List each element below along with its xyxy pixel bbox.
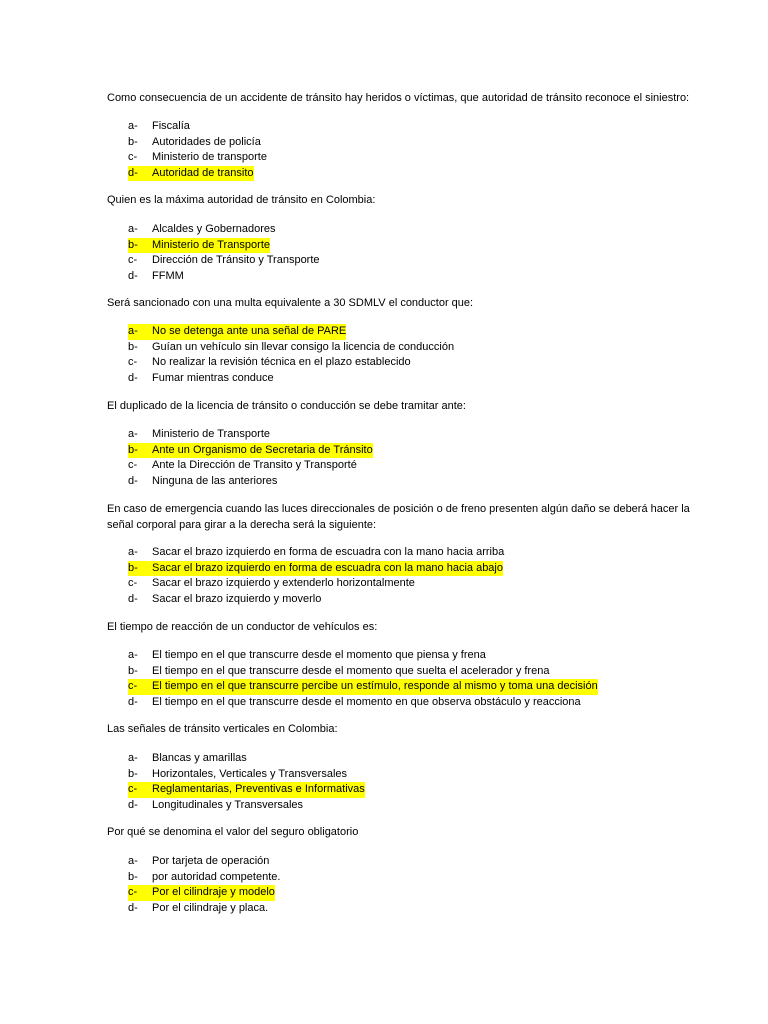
options-1 <box>128 119 267 181</box>
option-4d: d- Ninguna de las anteriores <box>128 474 278 487</box>
option-7b: b- Horizontales, Verticales y Transversales <box>128 767 348 780</box>
option-7d: d- Longitudinales y Transversales <box>128 798 304 811</box>
option-7c-answer: c- Reglamentarias, Preventivas e Informativas <box>128 782 365 798</box>
option-8a: a- Por tarjeta de operación <box>128 855 270 867</box>
question-3: Será sancionado con una multa equivalente a 30 SDMLV el conductor que: <box>107 297 474 309</box>
option-6d: d- El tiempo en el que transcurre desde el momento en que observa obstáculo y reacciona <box>128 695 581 708</box>
option-5a: a- Sacar el brazo izquierdo en forma de escuadra con la mano hacia arriba <box>128 546 505 558</box>
options-3 <box>128 324 454 386</box>
question-1: Como consecuencia de un accidente de tránsito hay heridos o víctimas, que autoridad de tránsito reconoce el siniestro: <box>107 92 690 104</box>
option-2b-answer: b- Ministerio de Transporte <box>128 238 270 254</box>
options-2 <box>128 222 320 284</box>
question-6: El tiempo de reacción de un conductor de vehículos es: <box>107 621 378 633</box>
option-2d: d- FFMM <box>128 269 184 282</box>
option-6b: b- El tiempo en el que transcurre desde el momento que suelta el acelerador y frena <box>128 664 550 677</box>
question-2: Quien es la máxima autoridad de tránsito en Colombia: <box>107 194 376 206</box>
option-4a: a- Ministerio de Transporte <box>128 428 270 440</box>
option-8c-answer: c- Por el cilindraje y modelo <box>128 885 275 901</box>
option-8b: b- por autoridad competente. <box>128 870 281 883</box>
option-3c: c- No realizar la revisión técnica en el plazo establecido <box>128 356 411 368</box>
option-6a: a- El tiempo en el que transcurre desde el momento que piensa y frena <box>128 649 486 661</box>
option-7a: a- Blancas y amarillas <box>128 752 247 764</box>
question-5: En caso de emergencia cuando las luces direccionales de posición o de freno presenten algún daño se deberá hacer la señal corporal para girar a la derecha será la siguiente: <box>107 503 690 531</box>
options-7 <box>128 751 365 813</box>
option-5b-answer: b- Sacar el brazo izquierdo en forma de escuadra con la mano hacia abajo <box>128 561 503 577</box>
option-8d: d- Por el cilindraje y placa. <box>128 901 269 914</box>
option-3d: d- Fumar mientras conduce <box>128 371 274 384</box>
option-3b: b- Guían un vehículo sin llevar consigo la licencia de conducción <box>128 340 455 353</box>
option-4b-answer: b- Ante un Organismo de Secretaria de Tránsito <box>128 443 373 459</box>
option-1c: c- Ministerio de transporte <box>128 151 267 163</box>
question-8: Por qué se denomina el valor del seguro obligatorio <box>107 826 359 838</box>
option-1b: b- Autoridades de policía <box>128 135 261 148</box>
option-1d-answer: d- Autoridad de transito <box>128 166 254 182</box>
option-5d: d- Sacar el brazo izquierdo y moverlo <box>128 592 322 605</box>
option-6c-answer: c- El tiempo en el que transcurre percibe un estímulo, responde al mismo y toma una decisión <box>128 679 598 695</box>
option-2a: a- Alcaldes y Gobernadores <box>128 223 276 235</box>
option-5c: c- Sacar el brazo izquierdo y extenderlo horizontalmente <box>128 577 415 589</box>
option-1a: a- Fiscalía <box>128 120 190 132</box>
options-5 <box>128 545 504 607</box>
question-4: El duplicado de la licencia de tránsito o conducción se debe tramitar ante: <box>107 400 466 412</box>
options-4 <box>128 427 373 489</box>
options-8 <box>128 854 280 916</box>
question-7: Las señales de tránsito verticales en Colombia: <box>107 723 338 735</box>
option-2c: c- Dirección de Tránsito y Transporte <box>128 254 320 266</box>
option-4c: c- Ante la Dirección de Transito y Transporté <box>128 459 357 471</box>
option-3a-answer: a- No se detenga ante una señal de PARE <box>128 324 346 340</box>
options-6 <box>128 648 598 710</box>
